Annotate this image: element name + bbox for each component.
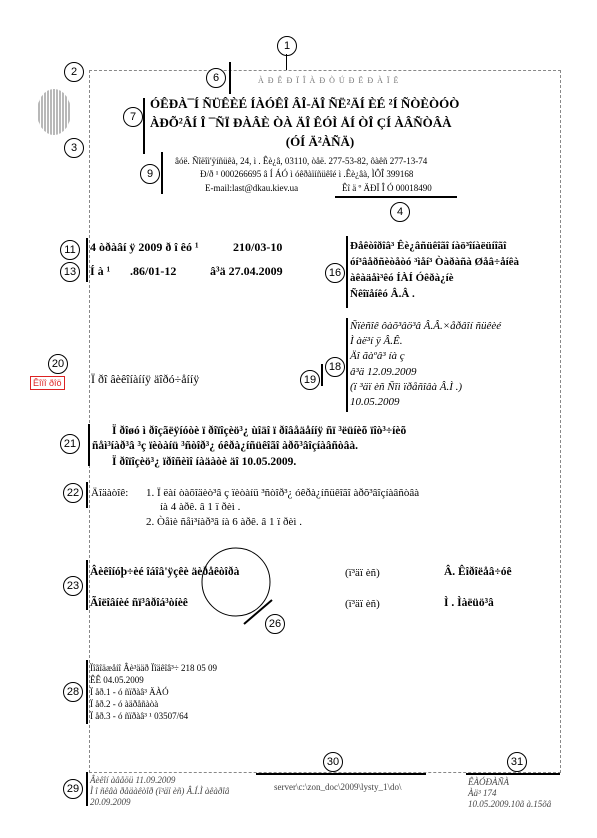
copies-line-1: Ñïèñîê ôàõ³âö³â Â.Â.×åðâîí ñüêèé [350,320,502,332]
marker-1: 1 [277,36,297,56]
address-line-1: âóë. Ñîëîì'ÿíñüêà, 24, ì . Êè¿â, 03110, òåë. 277-53-82, ôàêñ 277-13-74 [175,156,428,166]
copies-line-2: Ì àë³í ÿ Â.Ê. [350,335,403,347]
signer-role-2: Ãîëîâíèé ñï³âðîá³òíèê [90,597,188,609]
marker-4: 4 [390,202,410,222]
attachments-label: Äîäàòîê: [91,487,129,499]
marker-3: 3 [64,138,84,158]
marker-6: 6 [206,68,226,88]
attachment-2: 2. Òåìè ñåì³íàð³â íà 6 àðê. â 1 ï ðèì . [146,516,302,528]
attachments-bar [86,482,88,508]
footer-right-bar [466,773,560,775]
reg-bar [86,238,88,282]
header-bar-7 [143,98,145,154]
seal-place-icon [196,546,286,626]
subject: Ï ðî âèêîíàííÿ äîðó÷åííÿ [91,372,200,386]
approval-line-5: Ï åð.3 - ó ñïðàâ³ ¹ 03507/64 [90,711,189,721]
footer-center-bar [256,773,426,775]
footer-left-line-3: 20.09.2009 [90,797,131,807]
footer-left-bar [86,772,88,806]
signer-name-1: Â. Êîðîëåâ÷óê [444,566,512,578]
footer-right-line-3: 10.05.2009.10ã à.15õâ [468,799,552,809]
addressee-line-1: Ðåêòîðîâ³ Êè¿âñüêîãî íàö³îíàëüíîãî [350,240,507,252]
email: E-mail:last@dkau.kiev.ua [205,183,299,193]
approval-line-2: ÊÊ 04.05.2009 [90,675,144,685]
org-line-3: (ÓÍ Ä²ÀÑÄ) [285,134,355,149]
copies-bar [346,318,348,412]
body-line-1: Ï ðîøó ì ðîçãëÿíóòè ï ðîïîçèö³¿ ùîäî ï ðîâåäåííÿ ñï ³ëüíèõ ïîò³÷íèõ [112,425,407,437]
emblem-icon [36,88,72,136]
copy-stamp: Êîïî ðîö [30,376,65,390]
marker-23: 23 [63,576,83,596]
org-line-2: ÀÐÕ²ÂÍ Î ¯ÑÏ ÐÀÂÈ ÒÀ ÄÎ ÊÓÌ ÅÍ ÒÎ ÇÍ ÀÂÑÒÂÀ [150,115,452,130]
approvals-bar [86,660,88,724]
addressee-line-4: Ñêîïåíêó Â.Â . [350,288,415,300]
edrpou-underline [335,196,457,198]
marker-1-leader [286,54,287,70]
addressee-bar [346,236,348,308]
marker-18: 18 [325,357,345,377]
footer-left-line-2: Ì î ñêâà ðåäàêòîð (ï³äï èñ) Â.Í.Ì àêàðîâ [90,786,230,796]
addressee-line-2: óí³âåðñèòåòó ³ìåí³ Òàðàñà Øåâ÷åíêà [350,256,520,268]
marker-31: 31 [507,752,527,772]
body-line-2: ñåì³íàð³â ³ç ïèòàíü ³ñòîð³¿ óêðà¿íñüêîãî àðõ³âîçíàâñòâà. [92,440,359,452]
ref-number: .86/01-12 [130,264,177,278]
addressee-line-3: àêàäåì³êó ÍÀÍ Óêðà¿íè [350,272,454,284]
signer-name-2: Ì . Ìàëüö³â [444,597,494,609]
address-line-2: Ð/ð ¹ 000266695 â Í ÁÓ ì óêðàïíñüêîé ì .Êè¿âà, ÌÔÎ 399168 [200,169,414,179]
header-bar-6 [229,62,231,94]
server-path: server\c:\zon_doc\2009\lysty_1\do\ [274,782,402,792]
signature-label-2: (ï³äï èñ) [345,598,380,610]
header-caps: À Ð Ê Ð Ï Î À Ð Ò Ú Ð Ë Ð À Ï Ë [258,76,400,85]
approval-line-3: Ï åð.1 - ó ñïðàâ³ ÄÀÓ [90,687,169,697]
edrpou-code: Êî ä º ÄÐÏ Î Ó 00018490 [342,183,432,193]
reg-number: 210/03-10 [233,240,283,254]
marker-30: 30 [323,752,343,772]
copies-line-4: â³ä 12.09.2009 [350,366,417,378]
body-bar [88,424,90,466]
marker-2: 2 [64,62,84,82]
reg-date: 4 òðàâí ÿ 2009 ð î êó ¹ [90,240,199,254]
attachment-1-cont: íà 4 àðê. â 1 ï ðèì . [160,501,241,513]
marker-7: 7 [123,107,143,127]
marker-13: 13 [60,262,80,282]
marker-29: 29 [63,779,83,799]
ref-date: â³ä 27.04.2009 [210,264,283,278]
signature-bar [86,560,88,610]
signer-role-1: Âèêîíóþ÷èé îáîâ'ÿçêè äèðåêòîðà [90,566,240,578]
approval-line-1: Ïîãîäæåíî Âè³ääð Ïîäêîâ³÷ 218 05 09 [90,663,218,673]
marker-16: 16 [325,263,345,283]
signature-label-1: (ï³äï èñ) [345,567,380,579]
marker-9: 9 [140,164,160,184]
footer-right-line-1: ÊÀÓÐÀÑÀ [468,777,509,787]
footer-left-line-1: Âèêîí àâåöü 11.09.2009 [90,775,176,785]
copies-line-3: Äî ãàºâ³ íà ç [350,350,405,362]
subject-bar [321,364,323,386]
body-line-3: Ï ðîïîçèö³¿ ïðîñèìî íàäàòè äî 10.05.2009. [112,456,297,468]
marker-28: 28 [63,682,83,702]
marker-19: 19 [300,370,320,390]
org-line-1: ÓÊÐÀ¯Í ÑÜÊÈÉ ÍÀÓÊÎ ÂÎ-ÄÎ ÑË²ÄÍ ÈÉ ²Í ÑÒÈÒÓÒ [150,96,460,111]
marker-22: 22 [63,483,83,503]
footer-right-line-2: Àä³ 174 [468,788,497,798]
marker-20: 20 [48,354,68,374]
attachment-1: 1. Ï ëàí òàõîäèò³â ç ïèòàíü ³ñòîð³¿ óêðà¿íñüêîãî àðõ³âîçíàâñòâà [146,487,420,499]
marker-21: 21 [60,434,80,454]
copies-line-5: (ï ³äï èñ Ñîì ïðåñîâà Â.Ì .) [350,381,463,393]
copies-line-6: 10.05.2009 [350,396,400,408]
ref-label: Í à ¹ [90,264,111,278]
approval-line-4: Ï åð.2 - ó àäðåñàòà [90,699,159,709]
marker-26: 26 [265,614,285,634]
header-bar-9 [161,152,163,194]
marker-11: 11 [60,240,80,260]
